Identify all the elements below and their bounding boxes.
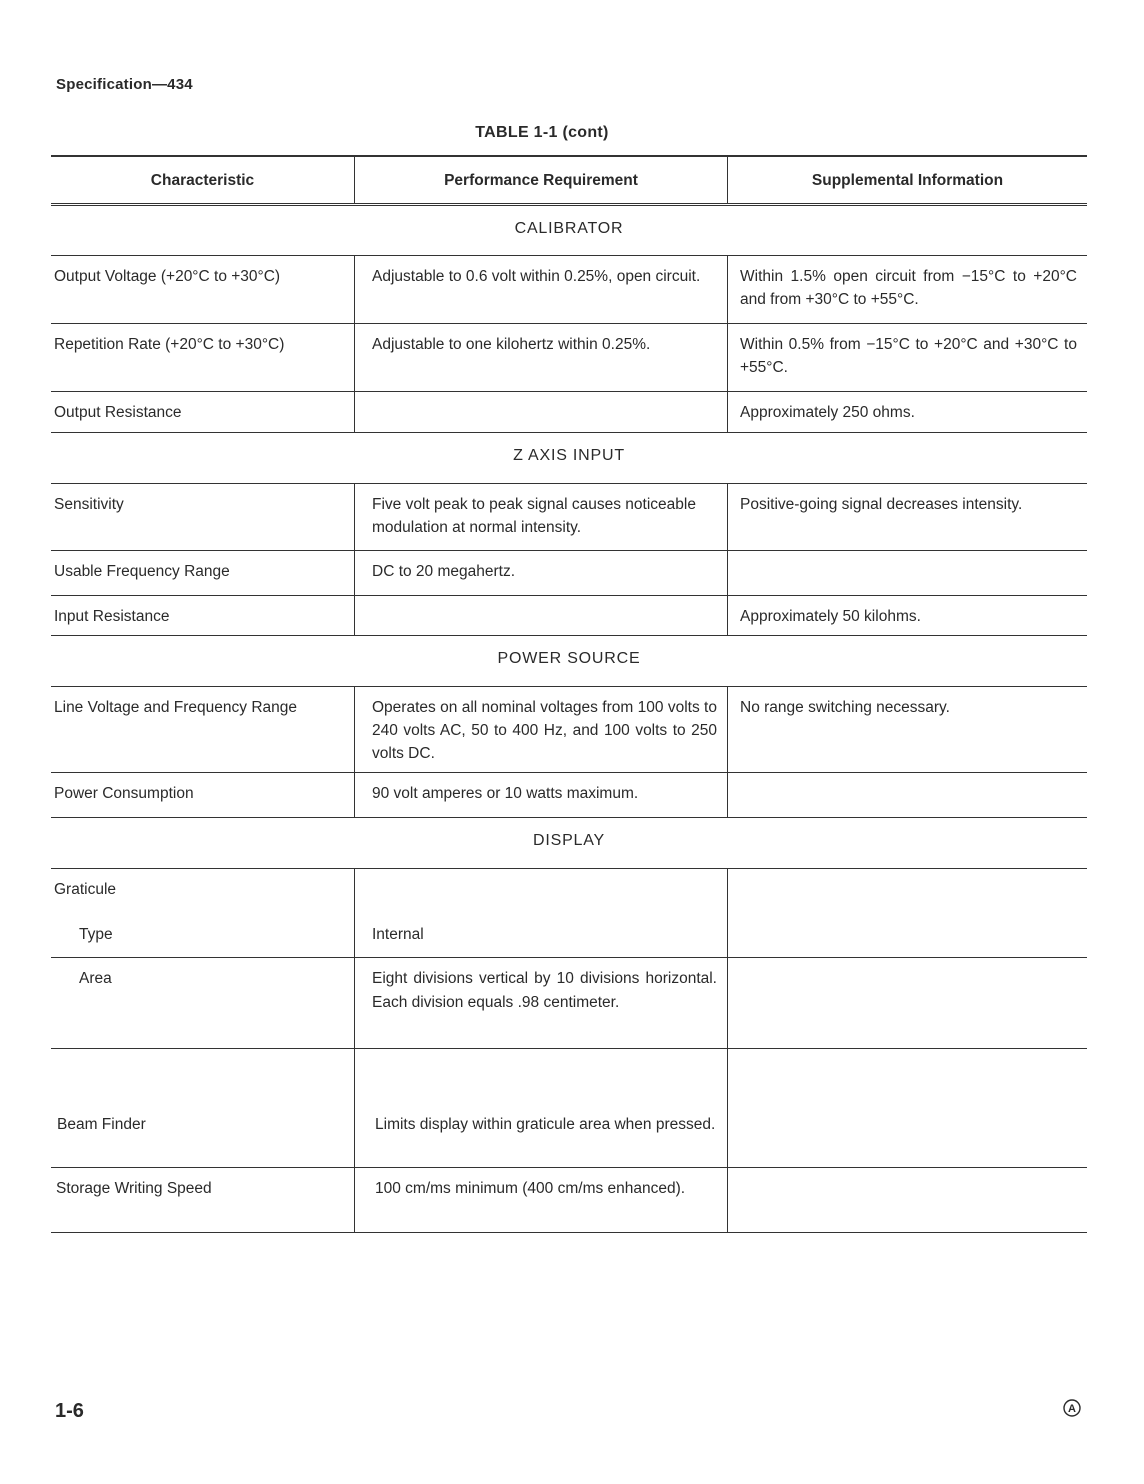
supplemental-cell: Within 0.5% from −15°C to +20°C and +30°C to +55°C.	[740, 336, 1077, 376]
section-display: DISPLAY	[51, 818, 1087, 869]
supplemental-cell	[728, 1049, 1087, 1167]
table-row	[51, 484, 1087, 551]
revision-mark-letter: A	[1068, 1403, 1076, 1415]
supplemental-cell	[728, 958, 1087, 1048]
performance-cell	[355, 1049, 728, 1167]
characteristic-cell: Usable Frequency Range	[51, 551, 355, 595]
supplemental-cell	[728, 1168, 1087, 1232]
type-label: Type	[79, 926, 113, 943]
characteristic-cell: Sensitivity	[51, 484, 355, 550]
page-number: 1-6	[55, 1400, 84, 1422]
table-row	[51, 256, 1087, 324]
performance-cell: Adjustable to 0.6 volt within 0.25%, open circuit.	[355, 256, 728, 323]
performance-cell	[355, 392, 728, 432]
table-row	[51, 551, 1087, 596]
table-header-row	[51, 155, 1087, 206]
performance-cell: Five volt peak to peak signal causes noticeable modulation at normal intensity.	[355, 484, 728, 550]
section-power-source: POWER SOURCE	[51, 636, 1087, 687]
supplemental-cell: Within 1.5% open circuit from −15°C to +20°C and from +30°C to +55°C.	[740, 268, 1077, 308]
table-row	[51, 1168, 1087, 1233]
column-header-performance: Performance Requirement	[355, 157, 728, 203]
column-header-characteristic: Characteristic	[51, 157, 355, 203]
performance-cell	[355, 869, 728, 957]
performance-cell	[355, 596, 728, 635]
table-row	[51, 958, 1087, 1049]
table-row	[51, 596, 1087, 636]
characteristic-cell: Storage Writing Speed	[51, 1168, 355, 1232]
performance-cell: Eight divisions vertical by 10 divisions horizontal. Each division equals .98 centimeter.	[355, 958, 728, 1048]
characteristic-cell: Input Resistance	[51, 596, 355, 635]
section-calibrator: CALIBRATOR	[51, 206, 1087, 256]
beam-finder-label: Beam Finder	[57, 1116, 146, 1133]
section-z-axis-input: Z AXIS INPUT	[51, 433, 1087, 484]
column-header-supplemental: Supplemental Information	[811, 172, 1004, 189]
spec-table	[51, 155, 1087, 1233]
document-header: Specification—434	[56, 76, 193, 93]
characteristic-cell	[51, 1049, 355, 1167]
characteristic-cell: Power Consumption	[51, 773, 355, 817]
table-row	[51, 773, 1087, 818]
characteristic-cell	[51, 958, 355, 1048]
table-row	[51, 392, 1087, 433]
supplemental-cell	[728, 773, 1087, 817]
supplemental-cell	[728, 551, 1087, 595]
characteristic-cell: Repetition Rate (+20°C to +30°C)	[51, 324, 355, 391]
supplemental-cell: No range switching necessary.	[740, 699, 950, 716]
table-row	[51, 324, 1087, 392]
table-title: TABLE 1-1 (cont)	[475, 124, 609, 141]
supplemental-cell: Approximately 50 kilohms.	[740, 608, 921, 625]
table-row	[51, 869, 1087, 958]
supplemental-cell: Approximately 250 ohms.	[740, 404, 915, 421]
graticule-label: Graticule	[54, 881, 117, 898]
characteristic-cell	[51, 869, 355, 957]
characteristic-cell: Output Voltage (+20°C to +30°C)	[51, 256, 355, 323]
area-label: Area	[79, 970, 112, 987]
table-row	[51, 687, 1087, 773]
revision-mark-icon	[1062, 1398, 1082, 1418]
performance-cell: 90 volt amperes or 10 watts maximum.	[355, 773, 728, 817]
supplemental-cell	[728, 869, 1087, 957]
type-value: Internal	[372, 926, 424, 943]
table-row	[51, 1049, 1087, 1168]
beam-finder-value: Limits display within graticule area when pressed.	[375, 1116, 716, 1133]
characteristic-cell: Line Voltage and Frequency Range	[51, 687, 355, 772]
supplemental-cell: Positive-going signal decreases intensity.	[740, 496, 1023, 513]
performance-cell: DC to 20 megahertz.	[355, 551, 728, 595]
performance-cell: Operates on all nominal voltages from 100 volts to 240 volts AC, 50 to 400 Hz, and 100 volts to 250 volts DC.	[355, 687, 728, 772]
characteristic-cell: Output Resistance	[51, 392, 355, 432]
performance-cell: 100 cm/ms minimum (400 cm/ms enhanced).	[355, 1168, 728, 1232]
performance-cell: Adjustable to one kilohertz within 0.25%.	[355, 324, 728, 391]
